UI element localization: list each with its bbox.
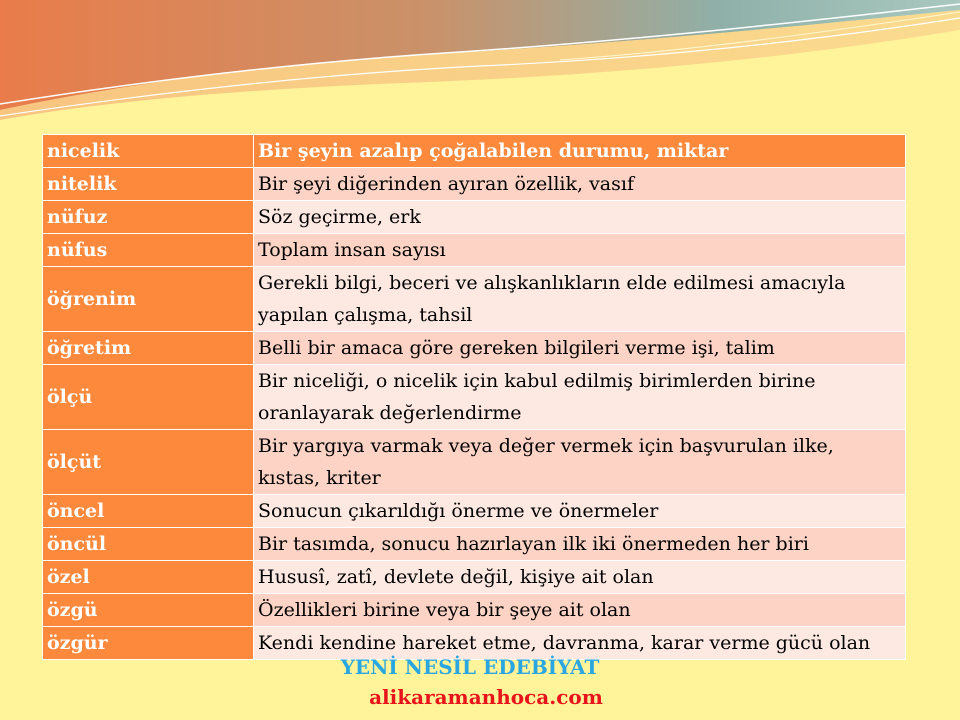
term-cell: nüfus [43,234,254,267]
definition-cell: Özellikleri birine veya bir şeye ait olan [254,594,906,627]
term-cell: ölçüt [43,430,254,495]
term-cell: özel [43,561,254,594]
table-row [43,365,906,430]
definition-cell: Belli bir amaca göre gereken bilgileri verme işi, talim [254,332,906,365]
table-row [43,135,906,168]
term-cell: ölçü [43,365,254,430]
definition-cell: Bir niceliği, o nicelik için kabul edilmiş birimlerden birine oranlayarak değerlendirme [254,365,906,430]
footer-site-link[interactable]: alikaramanhoca.com [369,685,603,709]
term-cell: özgür [43,627,254,660]
table-row [43,430,906,495]
term-cell: öğretim [43,332,254,365]
table-row [43,528,906,561]
term-cell: özgü [43,594,254,627]
table-row [43,201,906,234]
definition-cell: Bir şeyin azalıp çoğalabilen durumu, miktar [254,135,906,168]
term-cell: öğrenim [43,267,254,332]
term-cell: nitelik [43,168,254,201]
table-row [43,495,906,528]
term-cell: nicelik [43,135,254,168]
definition-cell: Kendi kendine hareket etme, davranma, karar verme gücü olan [254,627,906,660]
definition-cell: Gerekli bilgi, beceri ve alışkanlıkların elde edilmesi amacıyla yapılan çalışma, tahsil [254,267,906,332]
definition-cell: Sonucun çıkarıldığı önerme ve önermeler [254,495,906,528]
definition-cell: Bir tasımda, sonucu hazırlayan ilk iki önermeden her biri [254,528,906,561]
table-row [43,561,906,594]
definition-cell: Bir yargıya varmak veya değer vermek için başvurulan ilke, kıstas, kriter [254,430,906,495]
table-row [43,267,906,332]
term-cell: öncül [43,528,254,561]
header-wave-decoration [0,0,960,140]
definition-cell: Söz geçirme, erk [254,201,906,234]
definition-cell: Toplam insan sayısı [254,234,906,267]
footer-title: YENİ NESİL EDEBİYAT [340,655,600,679]
table-row [43,332,906,365]
definition-cell: Hususî, zatî, devlete değil, kişiye ait olan [254,561,906,594]
table-row [43,234,906,267]
table-row [43,594,906,627]
definition-cell: Bir şeyi diğerinden ayıran özellik, vasıf [254,168,906,201]
table-row [43,168,906,201]
glossary-table [42,134,906,660]
term-cell: nüfuz [43,201,254,234]
term-cell: öncel [43,495,254,528]
